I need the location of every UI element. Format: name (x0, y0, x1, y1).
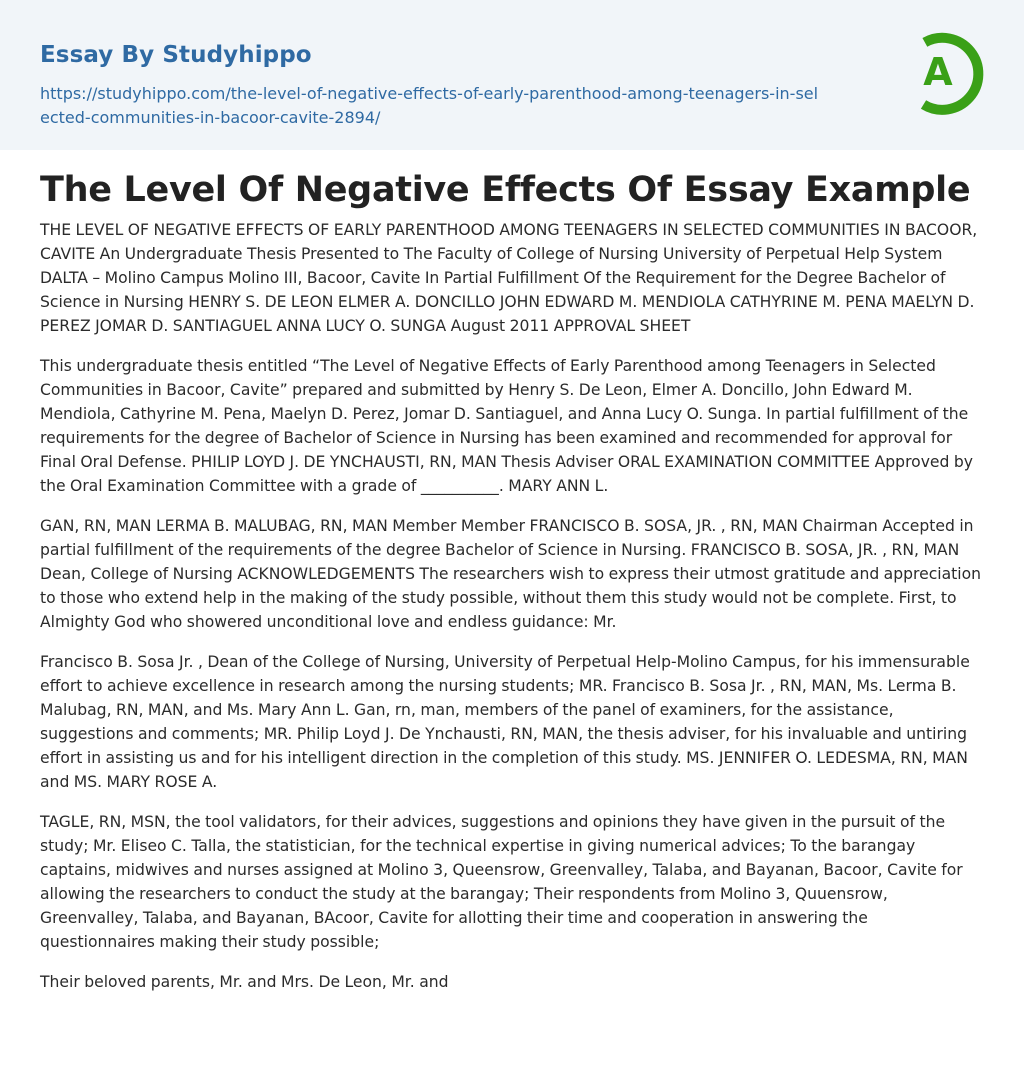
logo-letter: A (923, 50, 953, 94)
article (0, 150, 1024, 994)
paragraph: TAGLE, RN, MSN, the tool validators, for their advices, suggestions and opinions they have given in the pursuit of the study; Mr. Eliseo C. Talla, the statistician, for the technical expertise in giving numerical advices; To the barangay captains, midwives and nurses assigned at Molino 3, Queensrow, Greenvalley, Talaba, and Bayanan, Bacoor, Cavite for allowing the researchers to conduct the study at the barangay; Their respondents from Molino 3, Quuensrow, Greenvalley, Talaba, and Bayanan, BAcoor, Cavite for allotting their time and cooperation in answering the questionnaires making their study possible; (40, 813, 963, 951)
site-header (0, 0, 1024, 150)
paragraph: THE LEVEL OF NEGATIVE EFFECTS OF EARLY PARENTHOOD AMONG TEENAGERS IN SELECTED COMMUNITIES IN BACOOR, CAVITE An Undergraduate Thesis Presented to The Faculty of College of Nursing University of Perpetual Help System DALTA – Molino Campus Molino III, Bacoor, Cavite In Partial Fulfillment Of the Requirement for the Degree Bachelor of Science in Nursing HENRY S. DE LEON ELMER A. DONCILLO JOHN EDWARD M. MENDIOLA CATHYRINE M. PENA MAELYN D. PEREZ JOMAR D. SANTIAGUEL ANNA LUCY O. SUNGA August 2011 APPROVAL SHEET (40, 221, 978, 335)
source-url-link[interactable]: https://studyhippo.com/the-level-of-negative-effects-of-early-parenthood-among-teenagers-in-selected-communities-in-bacoor-cavite-2894/ (40, 84, 819, 127)
paragraph: GAN, RN, MAN LERMA B. MALUBAG, RN, MAN Member Member FRANCISCO B. SOSA, JR. , RN, MAN Chairman Accepted in partial fulfillment of the requirements of the degree Bachelor of Science in Nursing. FRANCISCO B. SOSA, JR. , RN, MAN Dean, College of Nursing ACKNOWLEDGEMENTS The researchers wish to express their utmost gratitude and appreciation to those who extend help in the making of the study possible, without them this study would not be complete. First, to Almighty God who showered unconditional love and endless guidance: Mr. (40, 517, 982, 631)
page-title: The Level Of Negative Effects Of Essay Example (40, 170, 971, 210)
paragraph: Francisco B. Sosa Jr. , Dean of the College of Nursing, University of Perpetual Help-Molino Campus, for his immensurable effort to achieve excellence in research among the nursing students; MR. Francisco B. Sosa Jr. , RN, MAN, Ms. Lerma B. Malubag, RN, MAN, and Ms. Mary Ann L. Gan, rn, man, members of the panel of examiners, for the assistance, suggestions and comments; MR. Philip Loyd J. De Ynchausti, RN, MAN, the thesis adviser, for his invaluable and untiring effort in assisting us and for his intelligent direction in the completion of this study. MS. JENNIFER O. LEDESMA, RN, MAN and MS. MARY ROSE A. (40, 653, 970, 791)
paragraph: Their beloved parents, Mr. and Mrs. De Leon, Mr. and (40, 973, 449, 991)
paragraph: This undergraduate thesis entitled “The Level of Negative Effects of Early Parenthood among Teenagers in Selected Communities in Bacoor, Cavite” prepared and submitted by Henry S. De Leon, Elmer A. Doncillo, John Edward M. Mendiola, Cathyrine M. Pena, Maelyn D. Perez, Jomar D. Santiaguel, and Anna Lucy O. Sunga. In partial fulfillment of the requirements for the degree of Bachelor of Science in Nursing has been examined and recommended for approval for Final Oral Defense. PHILIP LOYD J. DE YNCHAUSTI, RN, MAN Thesis Adviser ORAL EXAMINATION COMMITTEE Approved by the Oral Examination Committee with a grade of __________. MARY ANN L. (40, 357, 973, 495)
studyhippo-logo-icon[interactable] (896, 28, 986, 118)
site-brand[interactable]: Essay By Studyhippo (40, 42, 312, 68)
